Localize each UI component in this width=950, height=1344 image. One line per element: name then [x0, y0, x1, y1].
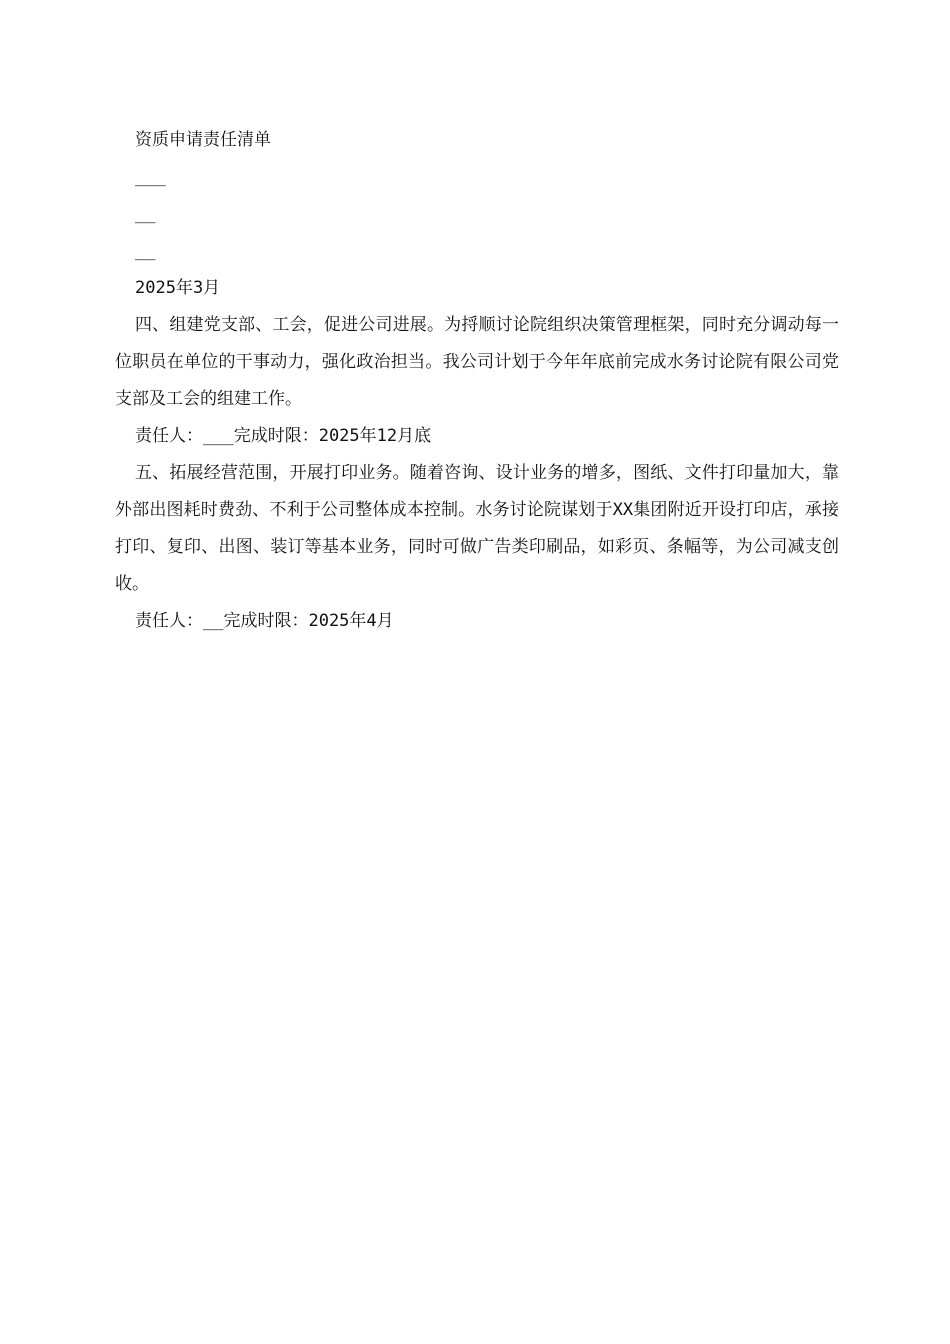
blank-line-2: __: [135, 204, 156, 224]
section-5-paragraph: 五、拓展经营范围，开展打印业务。随着咨询、设计业务的增多，图纸、文件打印量加大，靠外部出图耗时费劲、不利于公司整体成本控制。水务讨论院谋划于XX集团附近开设打印店，承接打印、复印、出图、装订等基本业务，同时可做广告类印刷品，如彩页、条幅等，为公司减支创收。: [115, 463, 839, 594]
section-4-paragraph: 四、组建党支部、工会，促进公司进展。为捋顺讨论院组织决策管理框架，同时充分调动每一位职员在单位的干事动力，强化政治担当。我公司计划于今年年底前完成水务讨论院有限公司党支部及工会的组建工作。: [115, 315, 839, 409]
blank-line-3: __: [135, 241, 156, 261]
blank-line-1: ___: [135, 167, 166, 187]
document-date: 2025年3月: [135, 278, 221, 298]
section-4-responsibility: 责任人：___完成时限：2025年12月底: [135, 426, 432, 446]
document-page: [115, 122, 839, 640]
section-5-responsibility: 责任人：__完成时限：2025年4月: [135, 611, 394, 631]
document-title: 资质申请责任清单: [135, 130, 271, 150]
